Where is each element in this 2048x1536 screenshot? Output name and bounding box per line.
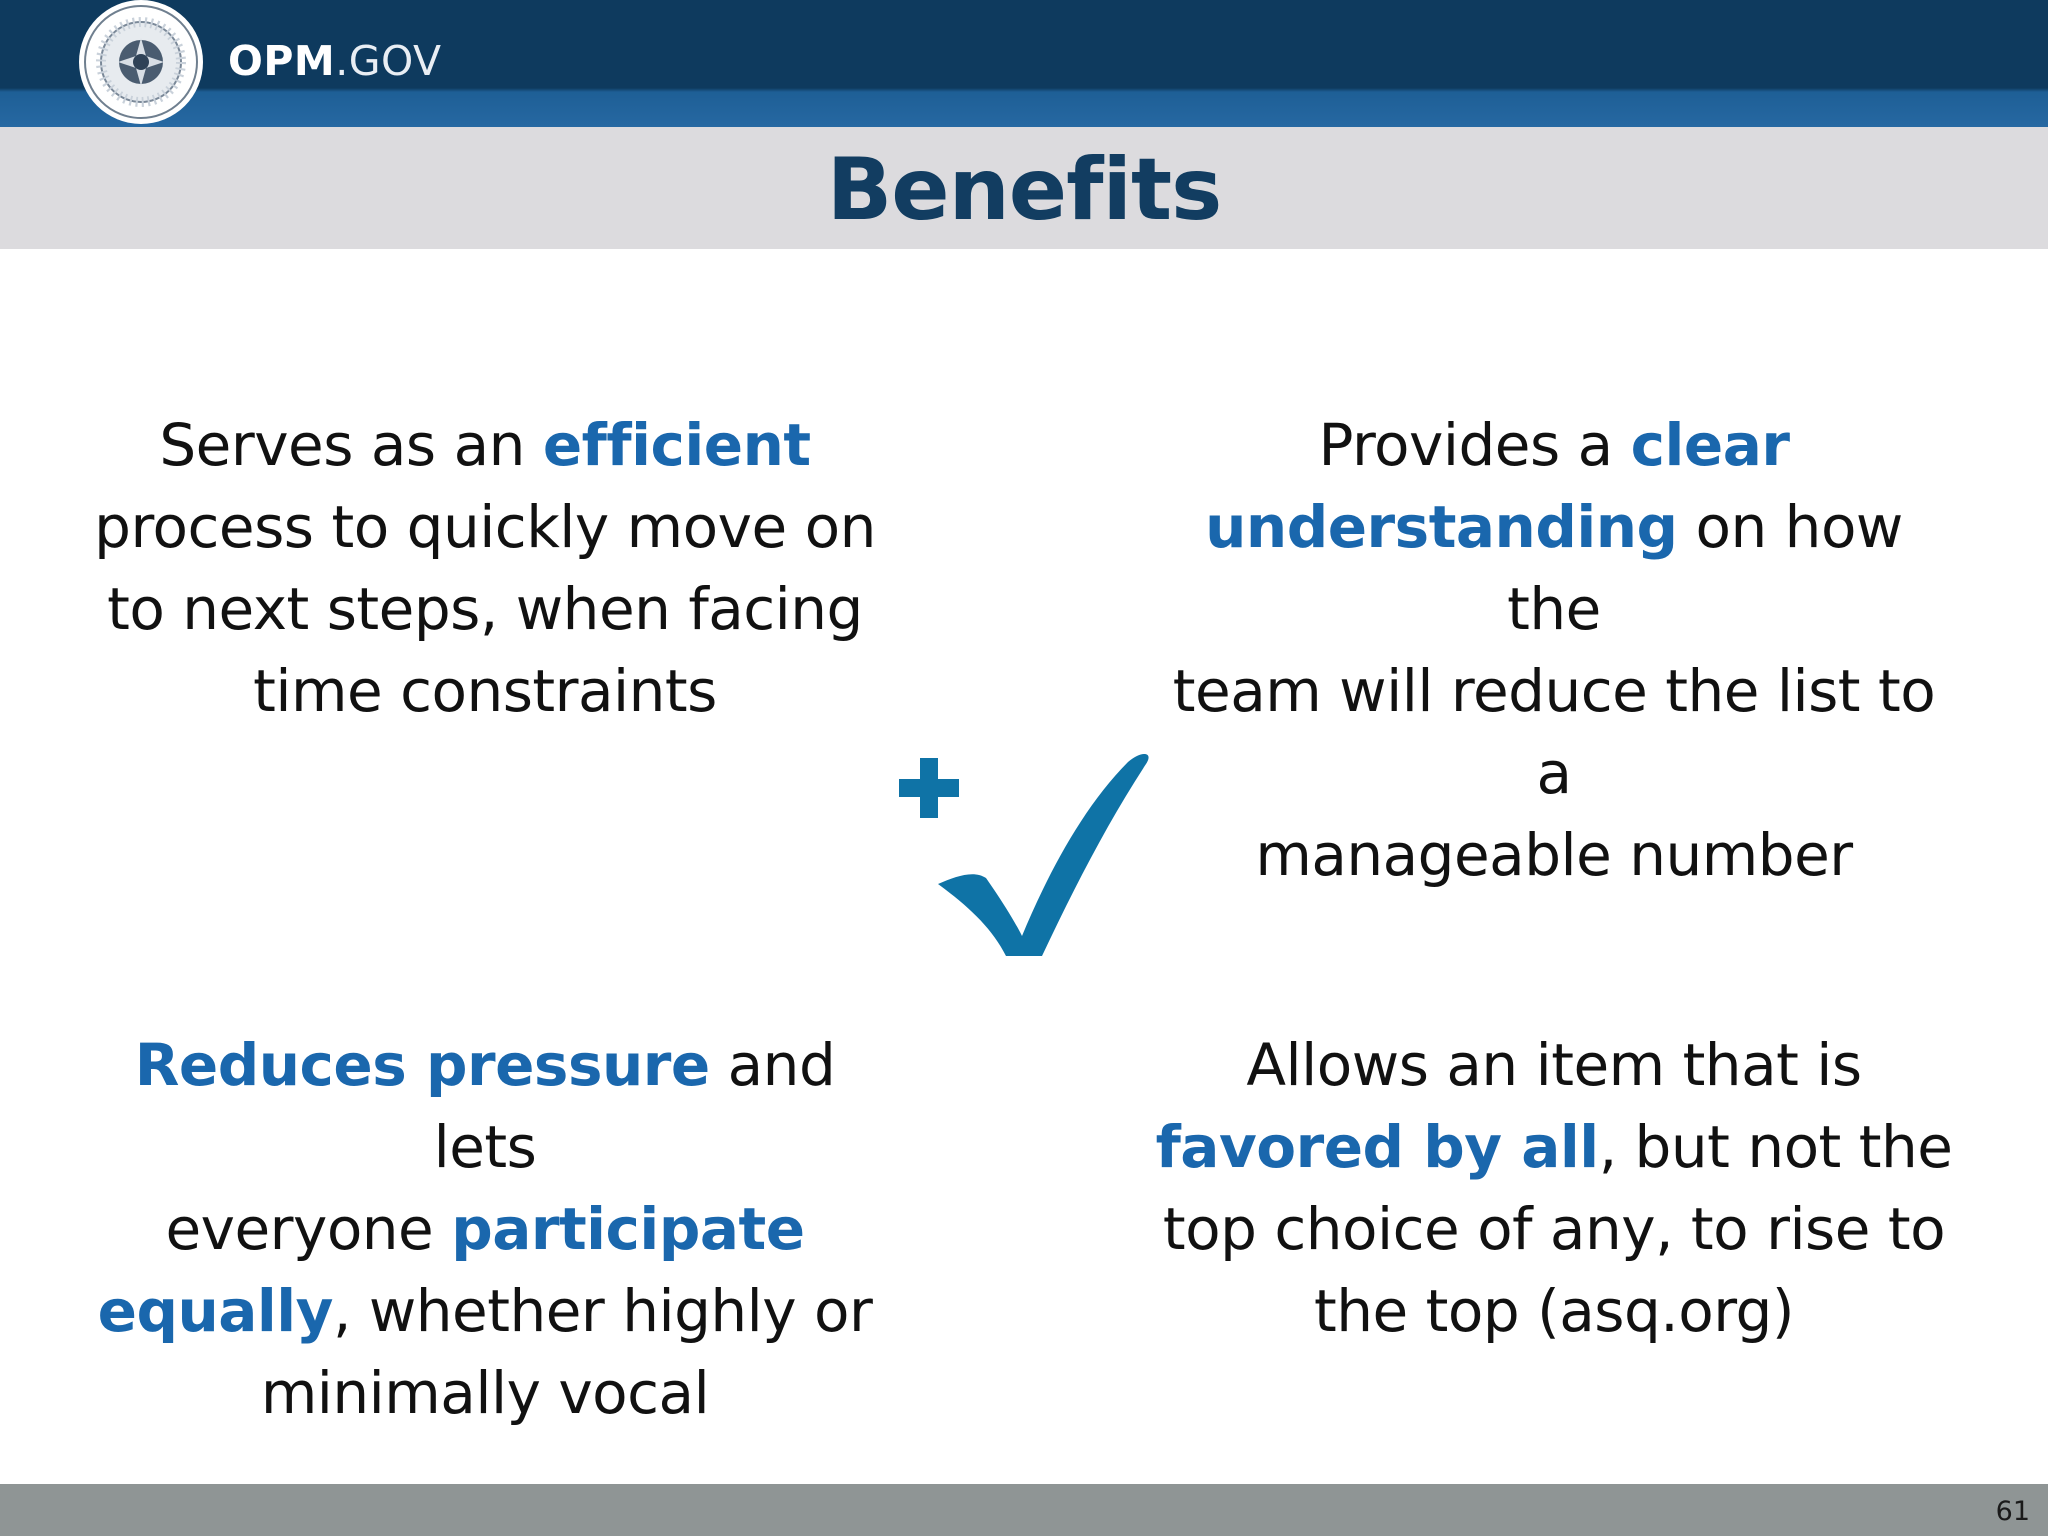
- benefit-efficient: [85, 404, 885, 732]
- opm-seal-icon: [76, 0, 206, 126]
- line: minimally vocal: [260, 1359, 710, 1427]
- brand-bold: OPM: [228, 37, 336, 85]
- highlight-text: understanding: [1205, 493, 1678, 561]
- line: [1154, 404, 1954, 486]
- brand-logo-text[interactable]: [228, 36, 442, 86]
- highlight-text: clear: [1630, 411, 1790, 479]
- line: process to quickly move on: [94, 493, 876, 561]
- page-title: Benefits: [826, 140, 1222, 240]
- slide-number: 61: [1995, 1496, 2030, 1527]
- line: [85, 1270, 885, 1352]
- line: [1154, 486, 1954, 650]
- footer-bar: [0, 1484, 2048, 1536]
- line: [1154, 1106, 1954, 1188]
- line: team will reduce the list to a: [1172, 657, 1936, 807]
- text: Serves as an: [159, 411, 543, 479]
- line: [85, 1188, 885, 1270]
- line: Allows an item that is: [1246, 1031, 1862, 1099]
- text: Provides a: [1318, 411, 1631, 479]
- benefit-reduces-pressure: [85, 1024, 885, 1434]
- text: on how the: [1507, 493, 1903, 643]
- text: , but not the: [1598, 1113, 1953, 1181]
- title-band: [0, 127, 2048, 249]
- highlight-text: favored by all: [1155, 1113, 1599, 1181]
- text: , whether highly or: [332, 1277, 873, 1345]
- benefit-clear-understanding: [1154, 404, 1954, 896]
- line: top choice of any, to rise to: [1162, 1195, 1946, 1263]
- line: [85, 1024, 885, 1188]
- text: everyone: [165, 1195, 452, 1263]
- line: the top (asq.org): [1314, 1277, 1794, 1345]
- highlight-text: participate: [451, 1195, 805, 1263]
- plus-checkmark-icon: [896, 748, 1152, 960]
- brand-rest: .GOV: [335, 37, 442, 85]
- line: manageable number: [1255, 821, 1853, 889]
- highlight-text: equally: [97, 1277, 333, 1345]
- line: to next steps, when facing: [107, 575, 863, 643]
- highlight-text: efficient: [542, 411, 811, 479]
- benefit-favored-by-all: [1154, 1024, 1954, 1352]
- highlight-text: Reduces pressure: [134, 1031, 710, 1099]
- text: and lets: [433, 1031, 836, 1181]
- header-bar: [0, 0, 2048, 127]
- line: time constraints: [253, 657, 717, 725]
- line: [85, 404, 885, 486]
